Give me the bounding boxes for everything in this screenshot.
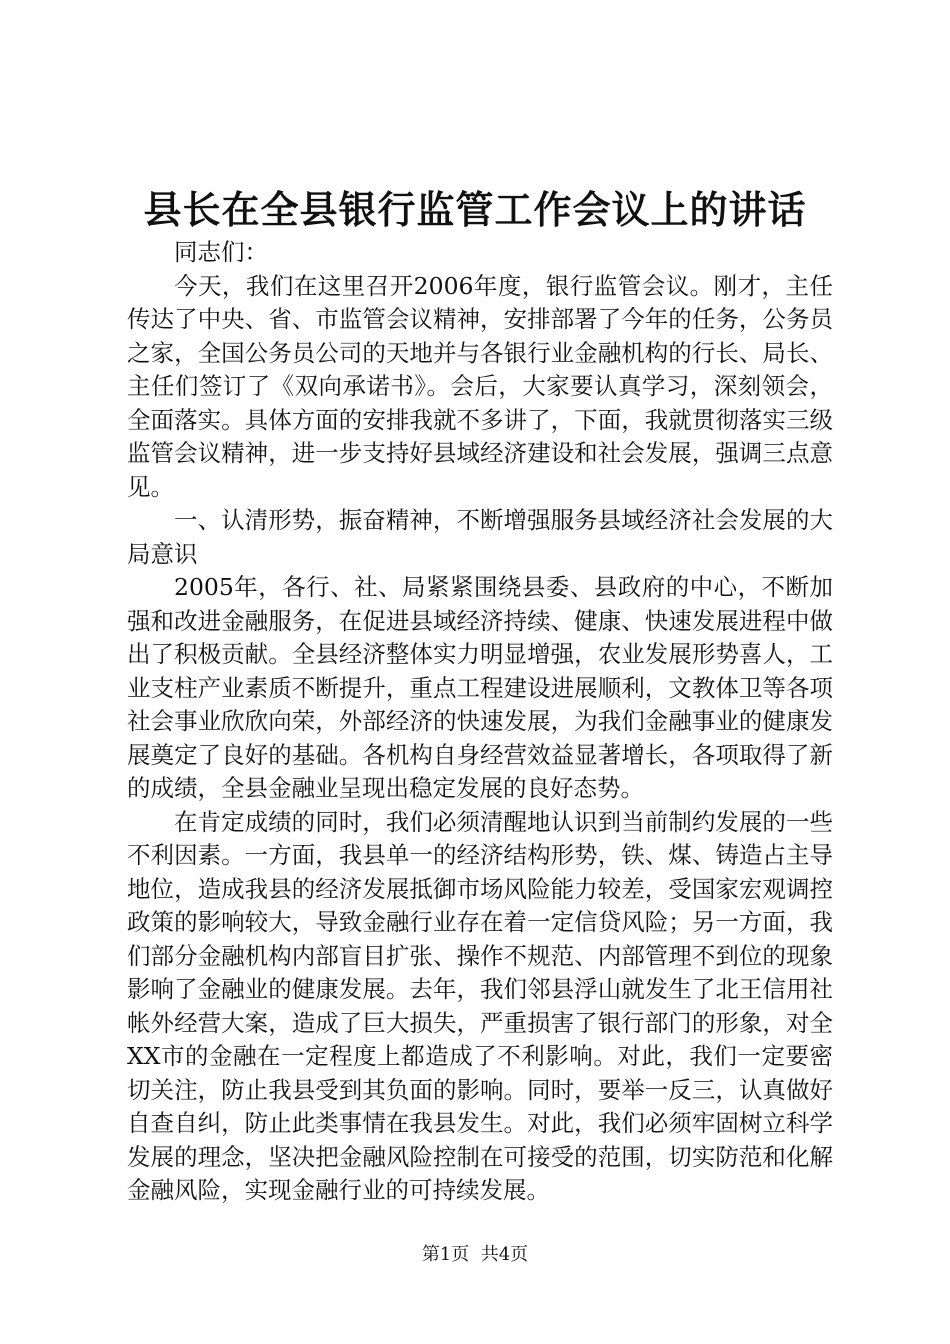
- document-title: 县长在全县银行监管工作会议上的讲话: [143, 187, 807, 232]
- paragraph-risks: 在肯定成绩的同时，我们必须清醒地认识到当前制约发展的一些不利因素。一方面，我县单一的经济结构形势，铁、煤、铸造占主导地位，造成我县的经济发展抵御市场风险能力较差，受国家宏观调控政策的影响较大，导致金融行业存在着一定信贷风险；另一方面，我们部分金融机构内部盲目扩张、操作不规范、内部管理不到位的现象影响了金融业的健康发展。去年，我们邻县浮山就发生了北王信用社帐外经营大案，造成了巨大损失，严重损害了银行部门的形象，对全XX市的金融在一定程度上都造成了不利影响。对此，我们一定要密切关注，防止我县受到其负面的影响。同时，要举一反三，认真做好自查自纠，防止此类事情在我县发生。对此，我们必须牢固树立科学发展的理念，坚决把金融风险控制在可接受的范围，切实防范和化解金融风险，实现金融行业的可持续发展。: [127, 807, 833, 1204]
- paragraph-intro: 今天，我们在这里召开2006年度，银行监管会议。刚才，主任传达了中央、省、市监管会议精神，安排部署了今年的任务，公务员之家，全国公务员公司的天地并与各银行业金融机构的行长、局长、主任们签订了《双向承诺书》。会后，大家要认真学习，深刻领会，全面落实。具体方面的安排我就不多讲了，下面，我就贯彻落实三级监管会议精神，进一步支持好县域经济建设和社会发展，强调三点意见。: [127, 271, 833, 501]
- paragraph-achievements: 2005年，各行、社、局紧紧围绕县委、县政府的中心，不断加强和改进金融服务，在促进县域经济持续、健康、快速发展进程中做出了积极贡献。全县经济整体实力明显增强，农业发展形势喜人，工业支柱产业素质不断提升，重点工程建设进展顺利，文教体卫等各项社会事业欣欣向荣，外部经济的快速发展，为我们金融事业的健康发展奠定了良好的基础。各机构自身经营效益显著增长，各项取得了新的成绩，全县金融业呈现出稳定发展的良好态势。: [127, 573, 833, 802]
- salutation: 同志们：: [174, 238, 268, 266]
- page-total: 共4页: [480, 1244, 529, 1265]
- document-body: [127, 236, 833, 1208]
- footer-separator: [469, 1244, 480, 1265]
- page-number: 第1页: [421, 1244, 470, 1265]
- page-footer: [0, 1243, 950, 1267]
- section-heading-1: 一、认清形势，振奋精神，不断增强服务县域经济社会发展的大局意识: [127, 506, 833, 568]
